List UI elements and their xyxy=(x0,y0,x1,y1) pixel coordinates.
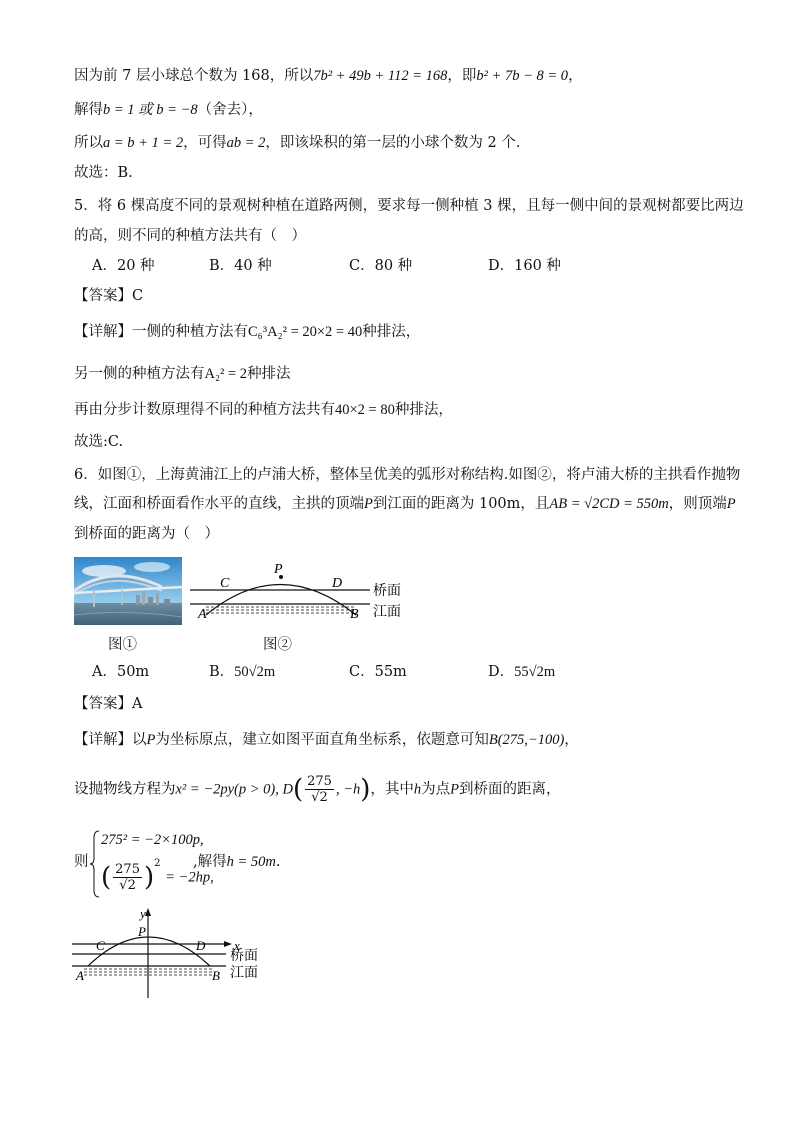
equation-ab: ab = 2 xyxy=(226,135,266,151)
q6-detail-a: 【详解】以 xyxy=(74,732,147,748)
figure-2-label-a: A xyxy=(198,607,207,622)
q6-l2-equation: AB = √2CD = 550m xyxy=(549,496,669,512)
figure-3-river-label: 江面 xyxy=(230,966,258,981)
equation-a: a = b + 1 = 2 xyxy=(103,135,184,151)
q6-solve-equation: h = 50m xyxy=(226,854,276,870)
system-row-2-tail: = −2hp, xyxy=(165,869,214,886)
q6-detail-b: 为坐标原点，建立如图平面直角坐标系，依题意可知 xyxy=(155,732,489,748)
text-l3-a: 所以 xyxy=(74,135,103,151)
q6-option-c: C．55m xyxy=(349,664,407,680)
text-line-3 xyxy=(74,133,520,153)
q5-other-side xyxy=(74,364,291,384)
question-6-line-2 xyxy=(74,494,736,514)
q6-set-fraction-num: 275 xyxy=(307,774,332,789)
q5-other-a: 另一侧的种植方法有 xyxy=(74,366,205,382)
q6-option-b-value: 50√2m xyxy=(234,664,276,680)
text-l3-b: ，可得 xyxy=(183,135,227,151)
figure-3-coordinate-diagram xyxy=(70,906,270,1001)
q5-option-c: C．80 种 xyxy=(349,258,413,274)
question-5-line-1: 5．将 6 棵高度不同的景观树种植在道路两侧，要求每一侧种植 3 棵，且每一侧中间的景观树都要比两边 xyxy=(74,198,744,214)
figure-3-label-d: D xyxy=(196,938,206,953)
q6-option-d xyxy=(488,662,555,682)
text-l2-a: 解得 xyxy=(74,102,103,118)
figure-2-bridge-label: 桥面 xyxy=(373,584,401,599)
q5-detail-b: 种排法， xyxy=(362,324,421,340)
text-line-4: 故选：B. xyxy=(74,165,133,181)
figure-2-label-d: D xyxy=(332,576,343,591)
q6-option-d-label: D． xyxy=(488,664,515,680)
q5-option-d: D．160 种 xyxy=(488,258,561,274)
q5-other-equation: A₂² = 2 xyxy=(204,366,248,382)
q6-option-a: A．50m xyxy=(92,664,150,680)
q6-set-fraction xyxy=(305,774,334,805)
q5-other-b: 种排法 xyxy=(247,366,291,382)
q6-set-p: P xyxy=(450,781,459,798)
system-fraction-den: √2 xyxy=(119,878,136,893)
q6-option-b-label: B． xyxy=(209,664,235,680)
text-l2-b: （舍去）， xyxy=(197,102,263,118)
system-brace xyxy=(90,830,100,898)
q5-step-b: 种排法， xyxy=(394,402,453,418)
figure-3-label-a: A xyxy=(76,968,84,983)
figure-3-label-p: P xyxy=(138,924,146,939)
bridge-photo xyxy=(74,557,182,625)
equation-sum: 7b² + 49b + 112 = 168 xyxy=(313,68,448,84)
q5-answer: 【答案】C xyxy=(74,288,144,304)
system-fraction-num: 275 xyxy=(115,862,140,877)
figure-3-label-x: x xyxy=(234,938,240,953)
q5-option-a: A．20 种 xyxy=(92,258,155,274)
question-6-line-3: 到桥面的距离为（ ） xyxy=(74,526,219,542)
q6-solve-a: ,解得 xyxy=(193,854,227,870)
q5-step-a: 再由分步计数原理得不同的种植方法共有 xyxy=(74,402,335,418)
figure-1-caption: 图① xyxy=(108,637,137,653)
q6-l2-c: ，则顶端 xyxy=(668,496,727,512)
q5-option-b: B．40 种 xyxy=(209,258,272,274)
q5-detail xyxy=(74,322,420,342)
q6-solve xyxy=(193,852,280,872)
q6-setup: 设抛物线方程为x² = −2py(p > 0), D( $\frac{275}{√2}$ , −h)，其中h为点P到桥面的距离， xyxy=(74,774,561,805)
system-row-2-fraction xyxy=(113,862,142,893)
q5-step-equation: 40×2 = 80 xyxy=(335,402,395,418)
q6-detail xyxy=(74,730,579,750)
q6-set-c: 为点 xyxy=(421,781,451,798)
text-l3-c: ，即该垛积的第一层的小球个数为 2 个. xyxy=(265,135,521,151)
figure-3-label-y: y xyxy=(140,906,146,921)
q5-detail-equation: C₆³A₂² = 20×2 = 40 xyxy=(248,324,363,340)
system-row-2: ( $\frac{275}{√2}$ )$^2$ = −2hp, xyxy=(101,857,214,893)
q6-set-b: ，其中 xyxy=(370,781,414,798)
q6-set-h: h xyxy=(413,781,422,798)
equation-roots: b = 1 或 b = −8 xyxy=(103,102,198,118)
figure-2-label-p: P xyxy=(274,562,283,577)
q6-l2-b: 到江面的距离为 100m，且 xyxy=(372,496,550,512)
figure-3-bridge-label: 桥面 xyxy=(230,949,258,964)
figure-2-river-label: 江面 xyxy=(373,605,401,620)
q6-set-d: 到桥面的距离， xyxy=(459,781,561,798)
text-l1-end: ， xyxy=(568,68,583,84)
q6-l2-a: 线，江面和桥面看作水平的直线，主拱的顶端 xyxy=(74,496,364,512)
system-row-1: 275² = −2×100p, xyxy=(101,832,204,848)
text-l1: 因为前 7 层小球总个数为 168，所以 xyxy=(74,68,314,84)
q6-set-equation: x² = −2py(p > 0), D xyxy=(175,781,293,798)
q5-choose: 故选:C. xyxy=(74,434,124,450)
q6-l2-p: P xyxy=(364,496,373,512)
q5-detail-a: 【详解】一侧的种植方法有 xyxy=(74,324,248,340)
q5-step xyxy=(74,400,453,420)
text-l1-mid: ，即 xyxy=(447,68,477,84)
q6-set-fraction-den: √2 xyxy=(311,790,328,805)
q6-set-a: 设抛物线方程为 xyxy=(74,781,176,798)
text-line-1 xyxy=(74,66,583,86)
figure-2-caption: 图② xyxy=(263,637,292,653)
figure-2-label-b: B xyxy=(350,607,359,622)
equation-quadratic: b² + 7b − 8 = 0 xyxy=(476,68,569,84)
q6-l2-p2: P xyxy=(726,496,736,512)
q6-option-b xyxy=(209,662,275,682)
figure-2-label-c: C xyxy=(220,576,230,591)
q6-set-tail: , −h xyxy=(335,781,361,798)
q6-answer: 【答案】A xyxy=(74,696,143,712)
figure-3-arch xyxy=(88,937,210,966)
figure-2-diagram xyxy=(190,560,420,630)
figure-3-label-c: C xyxy=(96,938,105,953)
text-line-2 xyxy=(74,100,263,120)
q6-then: 则 xyxy=(74,854,89,870)
question-6-line-1: 6．如图①，上海黄浦江上的卢浦大桥，整体呈优美的弧形对称结构.如图②，将卢浦大桥的主拱看作抛物 xyxy=(74,467,741,483)
question-5-line-2: 的高，则不同的种植方法共有（ ） xyxy=(74,228,306,244)
figure-3-label-b: B xyxy=(212,968,220,983)
q6-detail-end: ， xyxy=(564,732,579,748)
q6-detail-p: P xyxy=(146,732,156,748)
q6-solve-end: . xyxy=(275,854,281,870)
q6-detail-equation: B(275,−100) xyxy=(488,732,565,748)
q6-option-d-value: 55√2m xyxy=(514,664,556,680)
